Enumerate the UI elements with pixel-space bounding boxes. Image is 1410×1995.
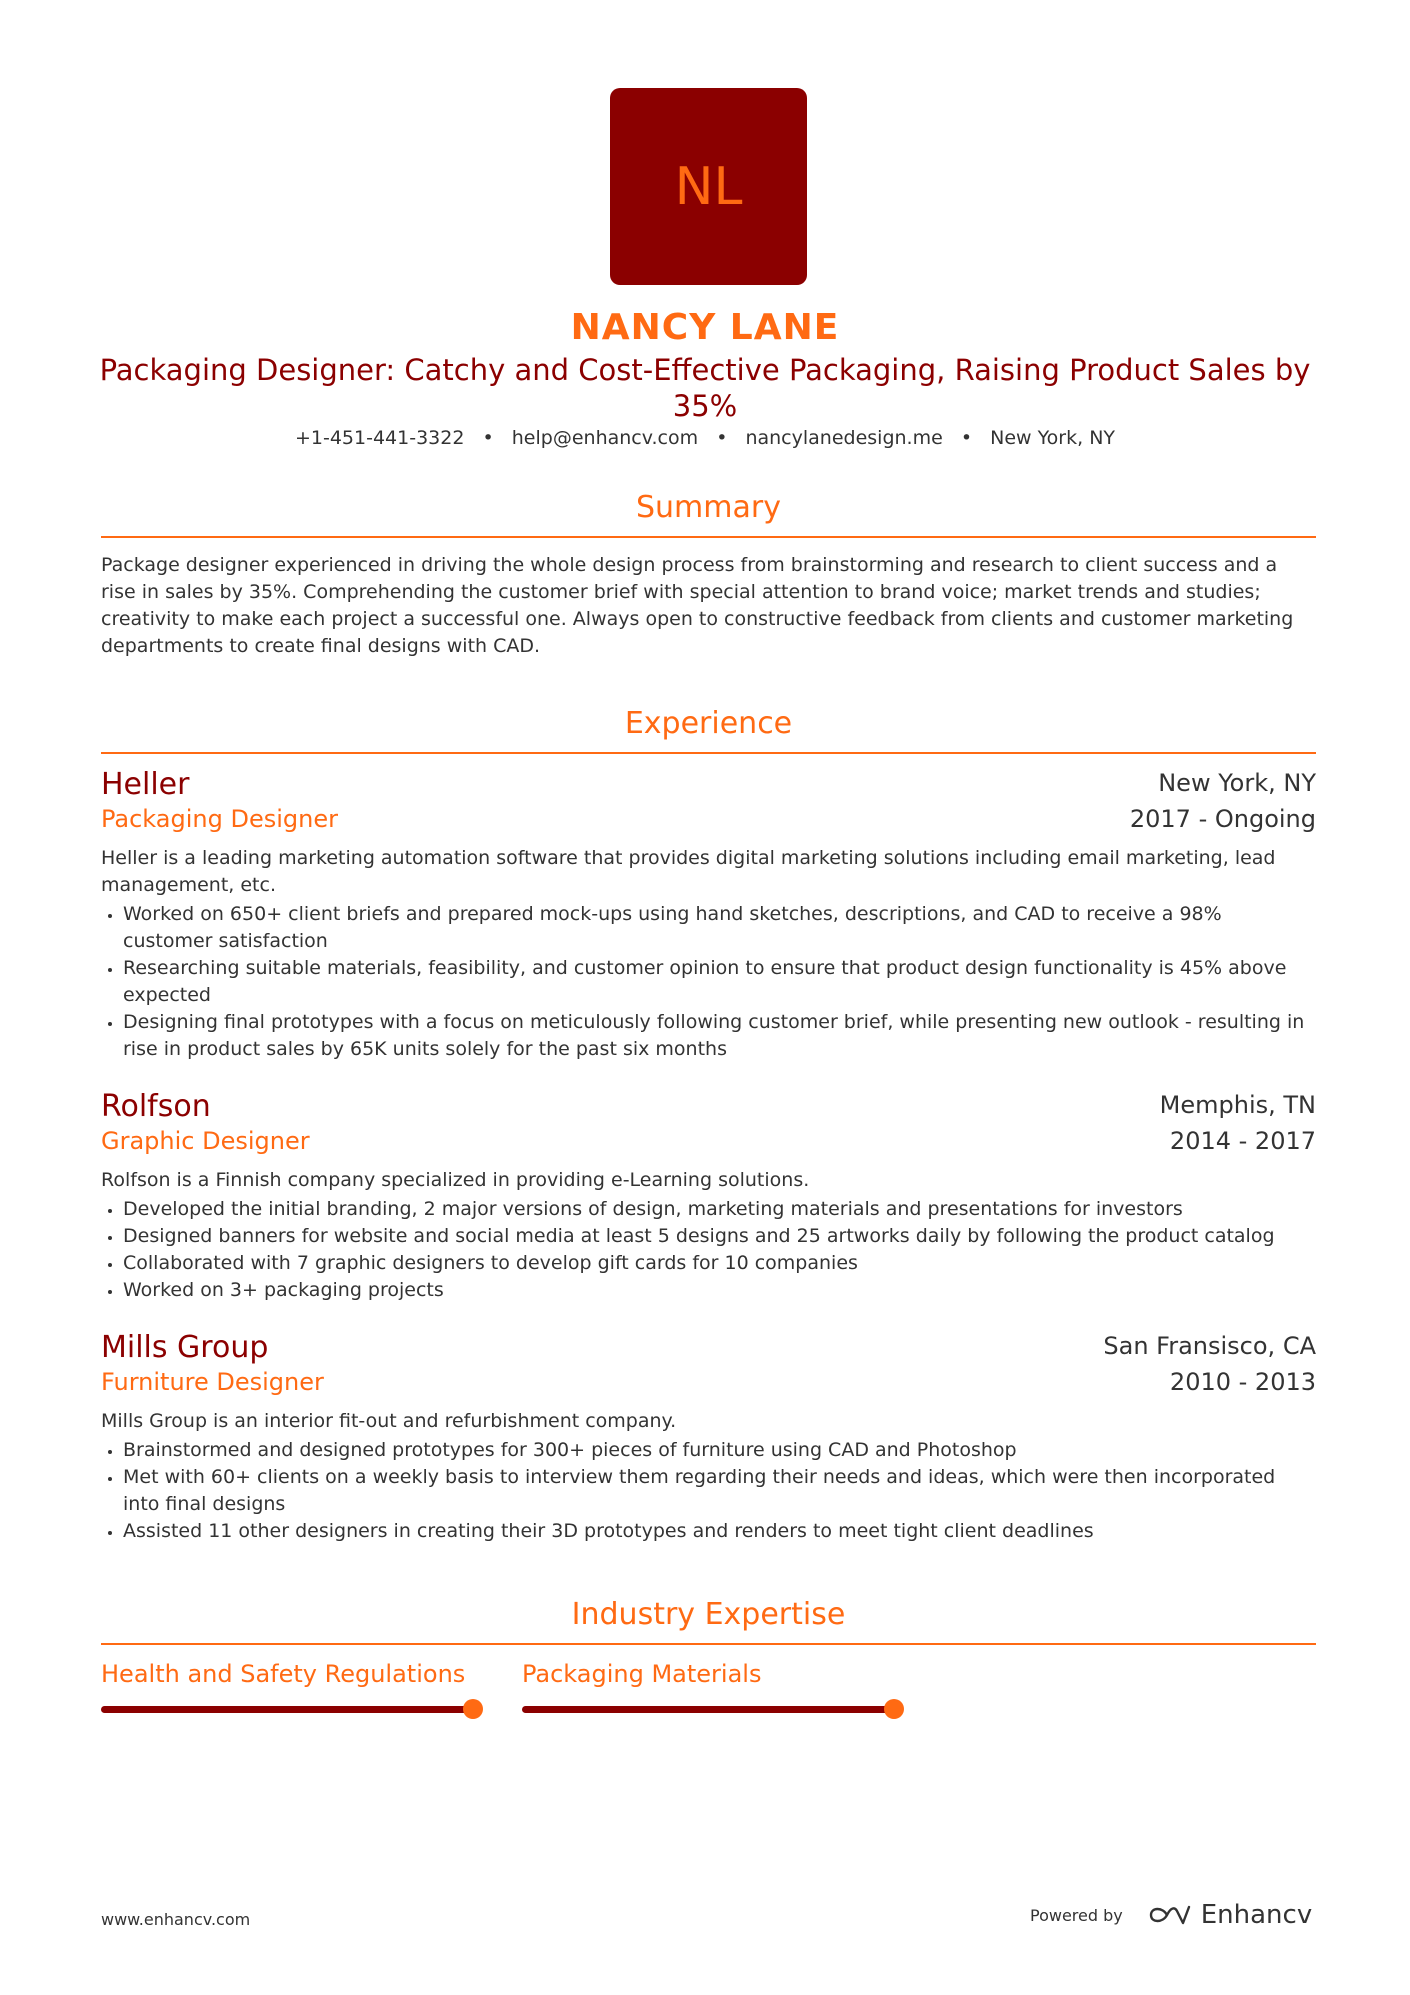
company-description: Heller is a leading marketing automation software that provides digital marketing solutions including email marketing, lead management, etc.	[101, 847, 1276, 896]
separator-dot: •	[482, 427, 494, 449]
skill-level-bar	[522, 1706, 894, 1713]
skill-level-dot	[884, 1699, 904, 1719]
section-divider	[101, 752, 1316, 754]
powered-by-text: Powered by	[1030, 1905, 1123, 1925]
achievement-list	[101, 1437, 1316, 1545]
phone[interactable]: +1-451-441-3322	[294, 427, 465, 449]
job-location: New York, NY	[1158, 769, 1316, 797]
skill-item	[101, 1660, 481, 1688]
company-name: Rolfson	[101, 1089, 211, 1124]
company-name: Heller	[101, 767, 190, 802]
achievement-item: • Designed banners for website and social media at least 5 designs and 25 artworks daily by following the product catalog	[123, 1223, 1316, 1250]
job-title: Graphic Designer	[101, 1127, 310, 1155]
job-title: Packaging Designer	[101, 805, 338, 833]
achievement-item: • Worked on 3+ packaging projects	[123, 1277, 1316, 1304]
section-title-expertise: Industry Expertise	[571, 1597, 846, 1632]
section-title-experience: Experience	[624, 706, 793, 741]
job-entry	[101, 1330, 1316, 1545]
achievement-item: • Assisted 11 other designers in creating their 3D prototypes and renders to meet tight client deadlines	[123, 1518, 1316, 1545]
achievement-item: • Met with 60+ clients on a weekly basis to interview them regarding their needs and ideas, which were then incorporated into final designs	[123, 1464, 1316, 1518]
skill-level-bar	[101, 1706, 473, 1713]
job-entry	[101, 767, 1316, 1063]
job-location: Memphis, TN	[1159, 1091, 1316, 1119]
footer-branding	[1030, 1900, 1312, 1930]
section-divider	[101, 1643, 1316, 1645]
achievement-item: • Developed the initial branding, 2 major versions of design, marketing materials and presentations for investors	[123, 1196, 1316, 1223]
candidate-name: NANCY LANE	[570, 307, 840, 348]
achievement-item: • Collaborated with 7 graphic designers to develop gift cards for 10 companies	[123, 1250, 1316, 1277]
job-dates: 2010 - 2013	[1169, 1368, 1316, 1396]
brand-logo[interactable]	[1147, 1900, 1312, 1930]
achievement-item: • Researching suitable materials, feasibility, and customer opinion to ensure that product design functionality is 45% above expected	[123, 955, 1316, 1009]
job-dates: 2014 - 2017	[1169, 1127, 1316, 1155]
skill-item	[522, 1660, 902, 1688]
summary-text: Package designer experienced in driving the whole design process from brainstorming and research to client success and a rise in sales by 35%. Comprehending the customer brief with special attention to brand voice; market trends and studies; creativity to make each project a successful one. Always open to constructive feedback from clients and customer marketing departments to create final designs with CAD.	[101, 554, 1294, 657]
skill-label: Health and Safety Regulations	[101, 1660, 466, 1688]
brand-name: Enhancv	[1200, 1900, 1313, 1930]
achievement-item: • Designing final prototypes with a focus on meticulously following customer brief, while presenting new outlook - resulting in rise in product sales by 65K units solely for the past six months	[123, 1009, 1316, 1063]
job-title: Furniture Designer	[101, 1368, 324, 1396]
job-location: San Fransisco, CA	[1103, 1332, 1316, 1360]
email[interactable]: help@enhancv.com	[511, 427, 699, 449]
company-name: Mills Group	[101, 1330, 269, 1365]
job-entry	[101, 1089, 1316, 1304]
footer-website[interactable]: www.enhancv.com	[101, 1910, 251, 1929]
contact-line	[0, 427, 1410, 449]
website-link[interactable]: nancylanedesign.me	[745, 427, 943, 449]
location: New York, NY	[990, 427, 1116, 449]
separator-dot: •	[716, 427, 728, 449]
section-divider	[101, 536, 1316, 538]
company-description: Mills Group is an interior fit-out and refurbishment company.	[101, 1410, 677, 1432]
avatar-initials: NL	[674, 156, 743, 217]
separator-dot: •	[960, 427, 973, 449]
skill-level-dot	[463, 1699, 483, 1719]
job-dates: 2017 - Ongoing	[1129, 805, 1316, 833]
achievement-list	[101, 1196, 1316, 1304]
headline: Packaging Designer: Catchy and Cost-Effective Packaging, Raising Product Sales by 35%	[99, 353, 1311, 423]
skill-label: Packaging Materials	[522, 1660, 762, 1688]
achievement-item: • Brainstormed and designed prototypes for 300+ pieces of furniture using CAD and Photoshop	[123, 1437, 1316, 1464]
avatar	[610, 88, 807, 285]
achievement-item: • Worked on 650+ client briefs and prepared mock-ups using hand sketches, descriptions, and CAD to receive a 98% customer satisfaction	[123, 901, 1316, 955]
company-description: Rolfson is a Finnish company specialized in providing e-Learning solutions.	[101, 1169, 810, 1191]
enhancv-logo-icon	[1147, 1903, 1193, 1927]
achievement-list	[101, 901, 1316, 1063]
section-title-summary: Summary	[636, 490, 781, 525]
